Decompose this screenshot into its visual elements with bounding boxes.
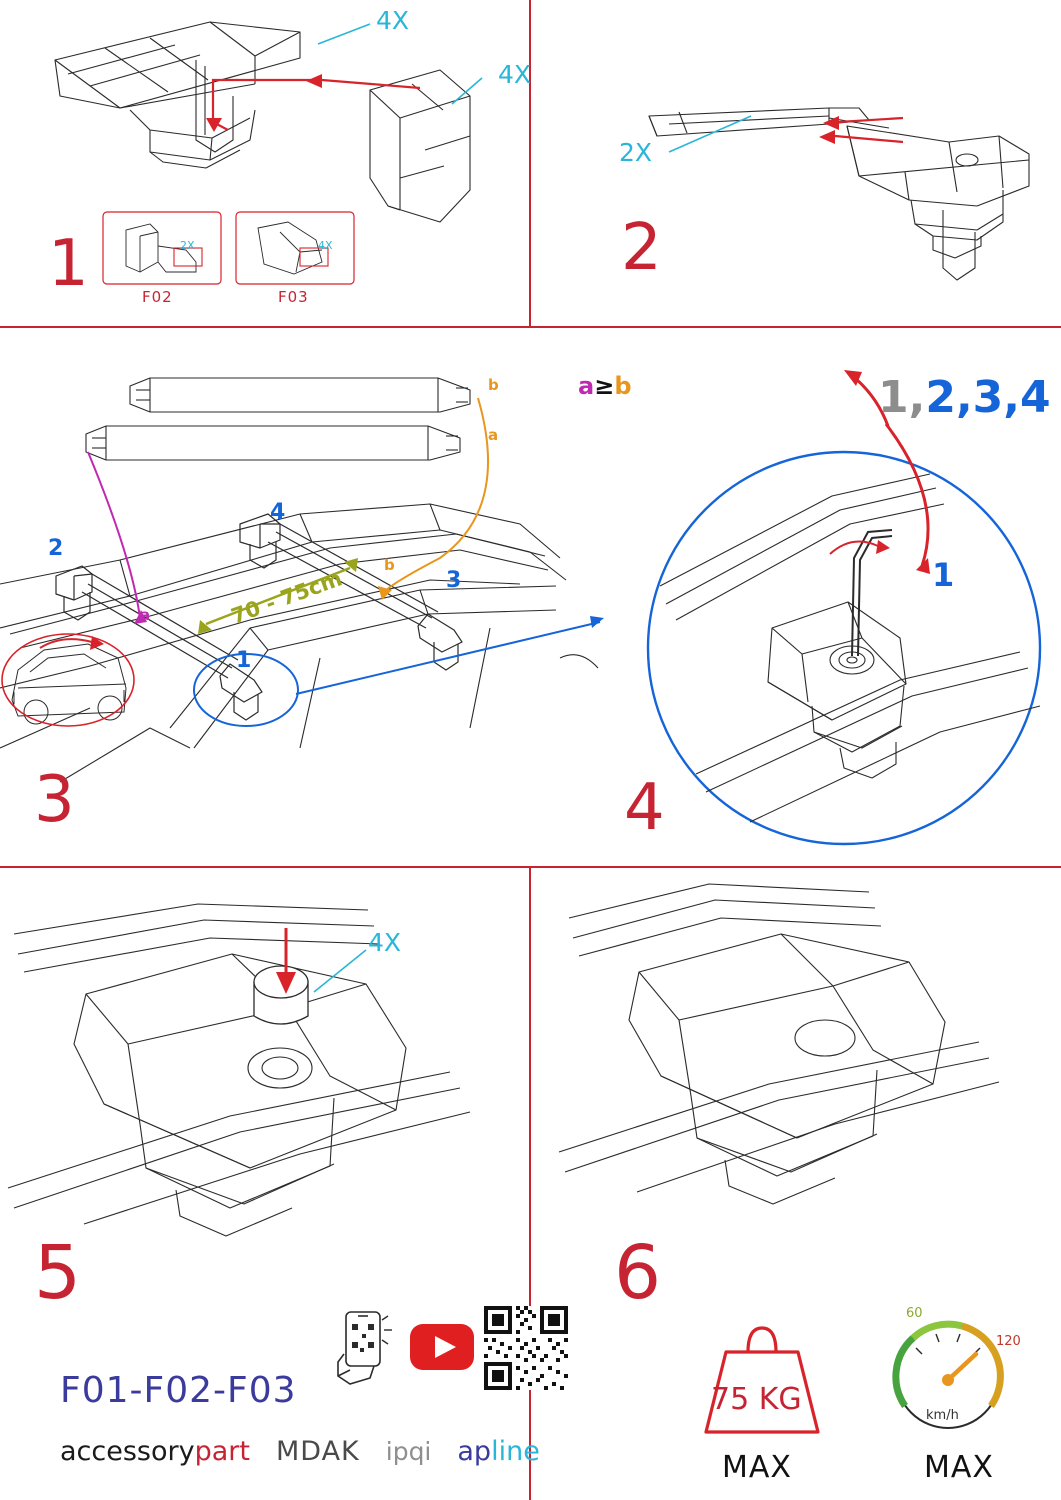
max-speed-caption: MAX [924,1450,994,1485]
step-3-bar-marker-1: 1 [236,648,252,673]
brand-apline-suffix: line [491,1436,540,1467]
step-4-panel [600,328,1061,866]
step-3-label-a-top: a [488,426,499,444]
step-3-label-b-mid: b [384,556,395,574]
step-4-number: 4 [624,771,665,845]
step-5-number: 5 [34,1230,82,1316]
step-2-number: 2 [621,211,662,285]
gauge-max-tick: 120 [996,1334,1021,1349]
variant-f02-badge: 2X [180,239,195,252]
step-3-label-b-top: b [488,376,499,394]
variant-f03-badge: 4X [318,239,333,252]
step-3-bar-marker-2: 2 [48,536,64,561]
step-1-panel [0,0,532,326]
qr-code-icon[interactable] [484,1306,568,1390]
step-5-panel [0,868,529,1228]
step-2-qty-label: 2X [619,138,653,167]
condition-operator: ≥ [594,372,615,400]
variant-code-f02: F02 [142,288,173,306]
step-5-qty-label: 4X [368,928,402,957]
step-2-panel [529,0,1061,326]
step-4-callout: 1 [932,556,955,594]
brand-apline-prefix: ap [457,1436,492,1467]
step-1-qty-label-b: 4X [498,60,532,89]
brand-accessorypart [60,1436,250,1467]
step-6-number: 6 [614,1230,662,1316]
gauge-unit: km/h [926,1408,959,1423]
max-load-value: 75 KG [711,1382,802,1417]
brand-mdak: MDAK [275,1436,360,1467]
step-2-illustration [529,0,1061,326]
step-5-illustration [0,868,529,1228]
step-6-illustration-panel [529,868,1061,1228]
step-6-illustration [529,868,1061,1228]
step-3-bar-marker-3: 3 [446,568,462,593]
variant-code-f03: F03 [278,288,309,306]
brand-accessory-prefix: accessory [60,1436,195,1467]
brand-accessory-suffix: part [194,1436,250,1467]
brand-ipqi: ipqi [385,1437,432,1466]
youtube-icon[interactable] [410,1324,474,1370]
max-load-icon [692,1312,832,1442]
condition-a: a [578,372,595,400]
step-1-number: 1 [48,227,89,301]
step-3-bar-marker-4: 4 [270,500,286,525]
brand-apline [457,1436,539,1467]
footer-product-codes: F01-F02-F03 [60,1370,297,1411]
qr-scan-phone-icon[interactable] [324,1308,394,1394]
condition-b: b [614,372,632,400]
footer-brand-row [60,1436,540,1467]
step-4-sequence: 1,2,3,4 [878,372,1051,423]
step-3-number: 3 [34,763,75,837]
max-load-caption: MAX [722,1450,792,1485]
step-3-dimension: 70 - 75cm [228,566,346,629]
step-1-qty-label-a: 4X [376,6,410,35]
step-3-panel [0,328,632,866]
gauge-min-tick: 60 [906,1306,923,1321]
step-3-label-a-magenta: a [140,606,151,624]
